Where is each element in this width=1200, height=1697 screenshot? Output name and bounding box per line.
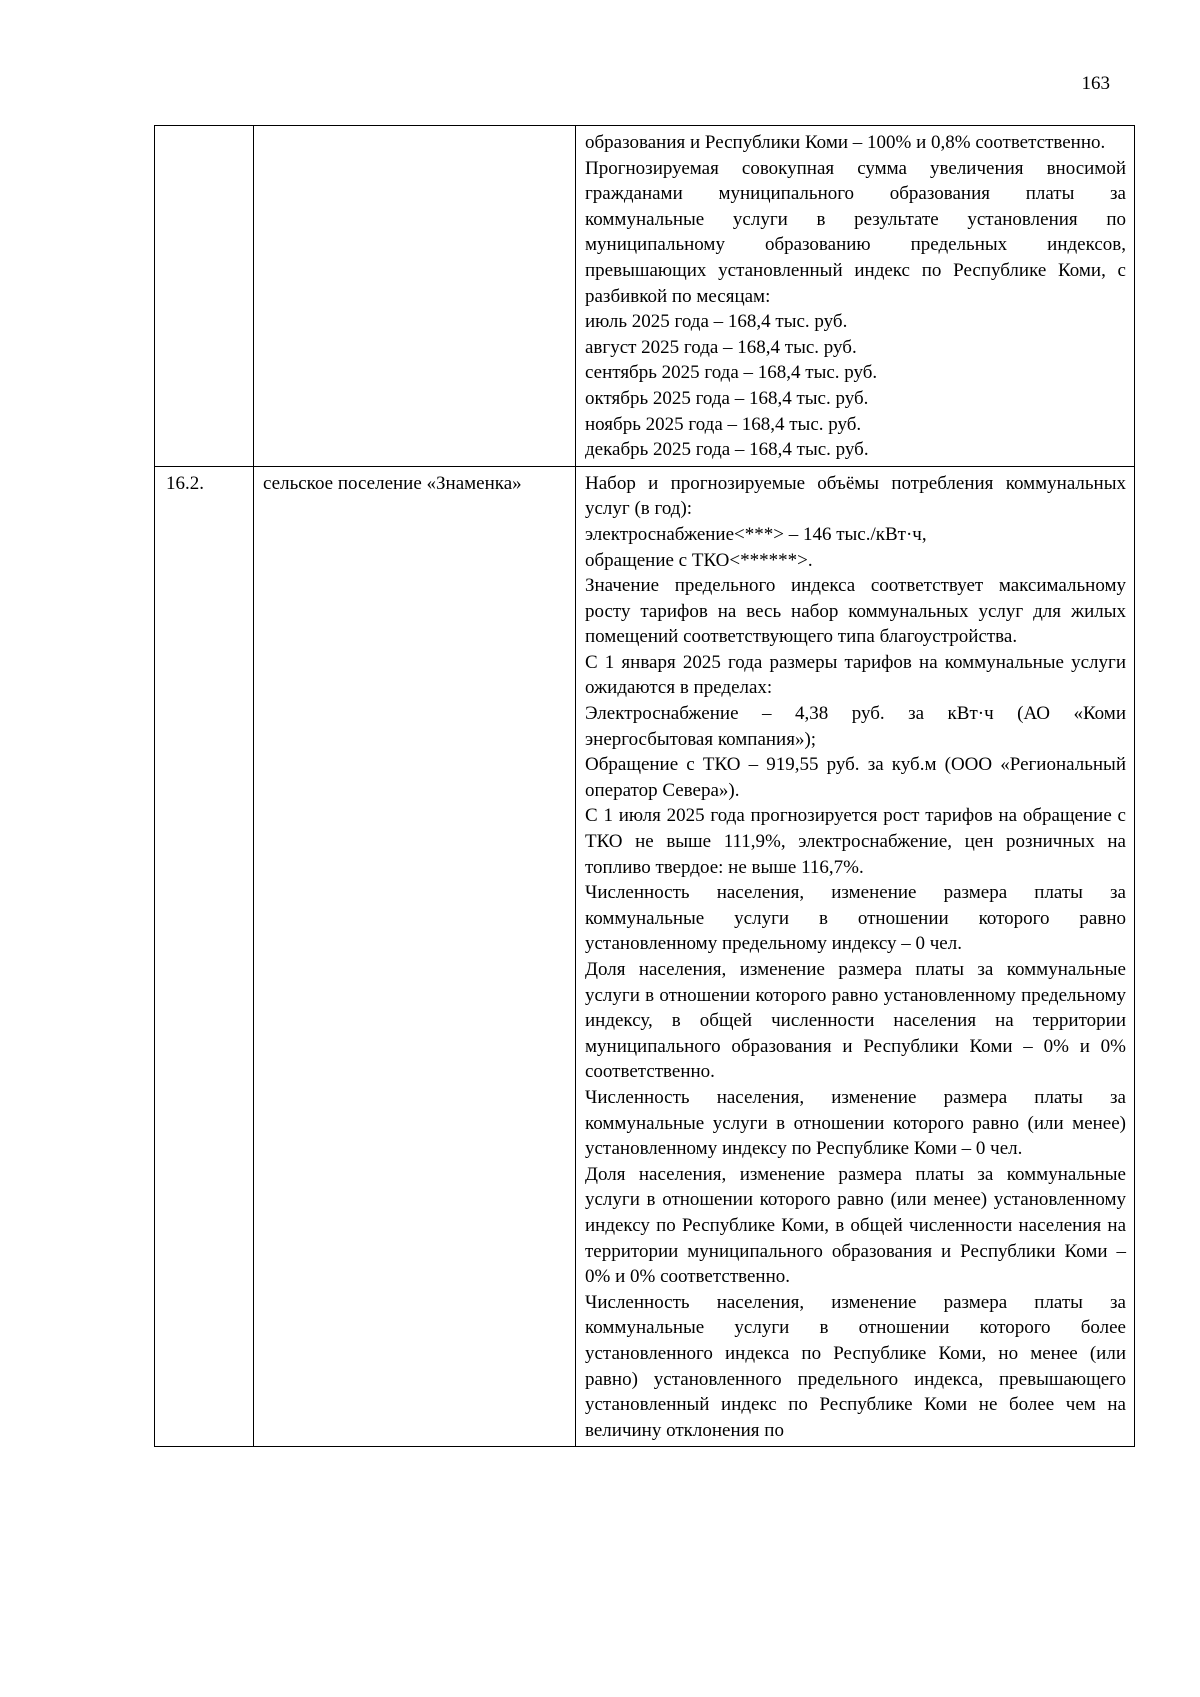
description-cell [576, 126, 1135, 467]
paragraph: Обращение с ТКО – 919,55 руб. за куб.м (ООО «Региональный оператор Севера»). [585, 754, 1126, 801]
paragraph: С 1 июля 2025 года прогнозируется рост тарифов на обращение с ТКО не выше 111,9%, электроснабжение, цен розничных на топливо твердое: не выше 116,7%. [585, 805, 1126, 878]
paragraph: декабрь 2025 года – 168,4 тыс. руб. [585, 439, 869, 461]
paragraph: Значение предельного индекса соответствует максимальному росту тарифов на весь набор коммунальных услуг для жилых помещений соответствующего типа благоустройства. [585, 575, 1126, 648]
paragraph: Численность населения, изменение размера платы за коммунальные услуги в отношении которого более установленного индекса по Республике Коми, но менее (или равно) установленного предельного индекса, превышающего установленный индекс по Республике Коми не более чем на величину отклонения по [585, 1291, 1126, 1441]
index-table [154, 125, 1135, 1447]
table-row [155, 466, 1135, 1447]
paragraph: Электроснабжение – 4,38 руб. за кВт·ч (АО «Коми энергосбытовая компания»); [585, 703, 1126, 750]
paragraph: Численность населения, изменение размера платы за коммунальные услуги в отношении которого равно установленному предельному индексу – 0 чел. [585, 882, 1126, 955]
paragraph: электроснабжение<***> – 146 тыс./кВт·ч, [585, 523, 927, 545]
paragraph: Набор и прогнозируемые объёмы потребления коммунальных услуг (в год): [585, 472, 1126, 520]
paragraph: Прогнозируемая совокупная сумма увеличения вносимой гражданами муниципального образования платы за коммунальные услуги в результате установления по муниципальному образованию предельных индексов, превышающих установленный индекс по Республике Коми, с разбивкой по месяцам: [585, 157, 1126, 307]
paragraph: ноябрь 2025 года – 168,4 тыс. руб. [585, 413, 862, 435]
paragraph: Доля населения, изменение размера платы за коммунальные услуги в отношении которого равно установленному предельному индексу, в общей численности населения на территории муниципального образования и Республики Коми – 0% и 0% соответственно. [585, 959, 1126, 1083]
paragraph: обращение с ТКО<******>. [585, 549, 813, 571]
paragraph: июль 2025 года – 168,4 тыс. руб. [585, 311, 848, 333]
paragraph: Численность населения, изменение размера платы за коммунальные услуги в отношении которого равно (или менее) установленному индексу по Республике Коми – 0 чел. [585, 1086, 1126, 1160]
table-row [155, 126, 1135, 467]
page-number: 163 [1081, 73, 1110, 94]
description-cell [576, 466, 1135, 1447]
paragraph: сентябрь 2025 года – 168,4 тыс. руб. [585, 362, 878, 384]
row-number-cell: 16.2. [155, 466, 254, 1447]
paragraph: Доля населения, изменение размера платы за коммунальные услуги в отношении которого равно (или менее) установленному индексу по Республике Коми, в общей численности населения на территории муниципального образования и Республики Коми – 0% и 0% соответственно. [585, 1163, 1126, 1288]
paragraph: август 2025 года – 168,4 тыс. руб. [585, 336, 857, 358]
paragraph: октябрь 2025 года – 168,4 тыс. руб. [585, 387, 869, 409]
municipality-name-cell: сельское поселение «Знаменка» [254, 466, 576, 1447]
paragraph: С 1 января 2025 года размеры тарифов на коммунальные услуги ожидаются в пределах: [585, 651, 1126, 699]
paragraph: образования и Республики Коми – 100% и 0,8% соответственно. [585, 132, 1106, 153]
row-number-cell [155, 126, 254, 467]
municipality-name-cell [254, 126, 576, 467]
